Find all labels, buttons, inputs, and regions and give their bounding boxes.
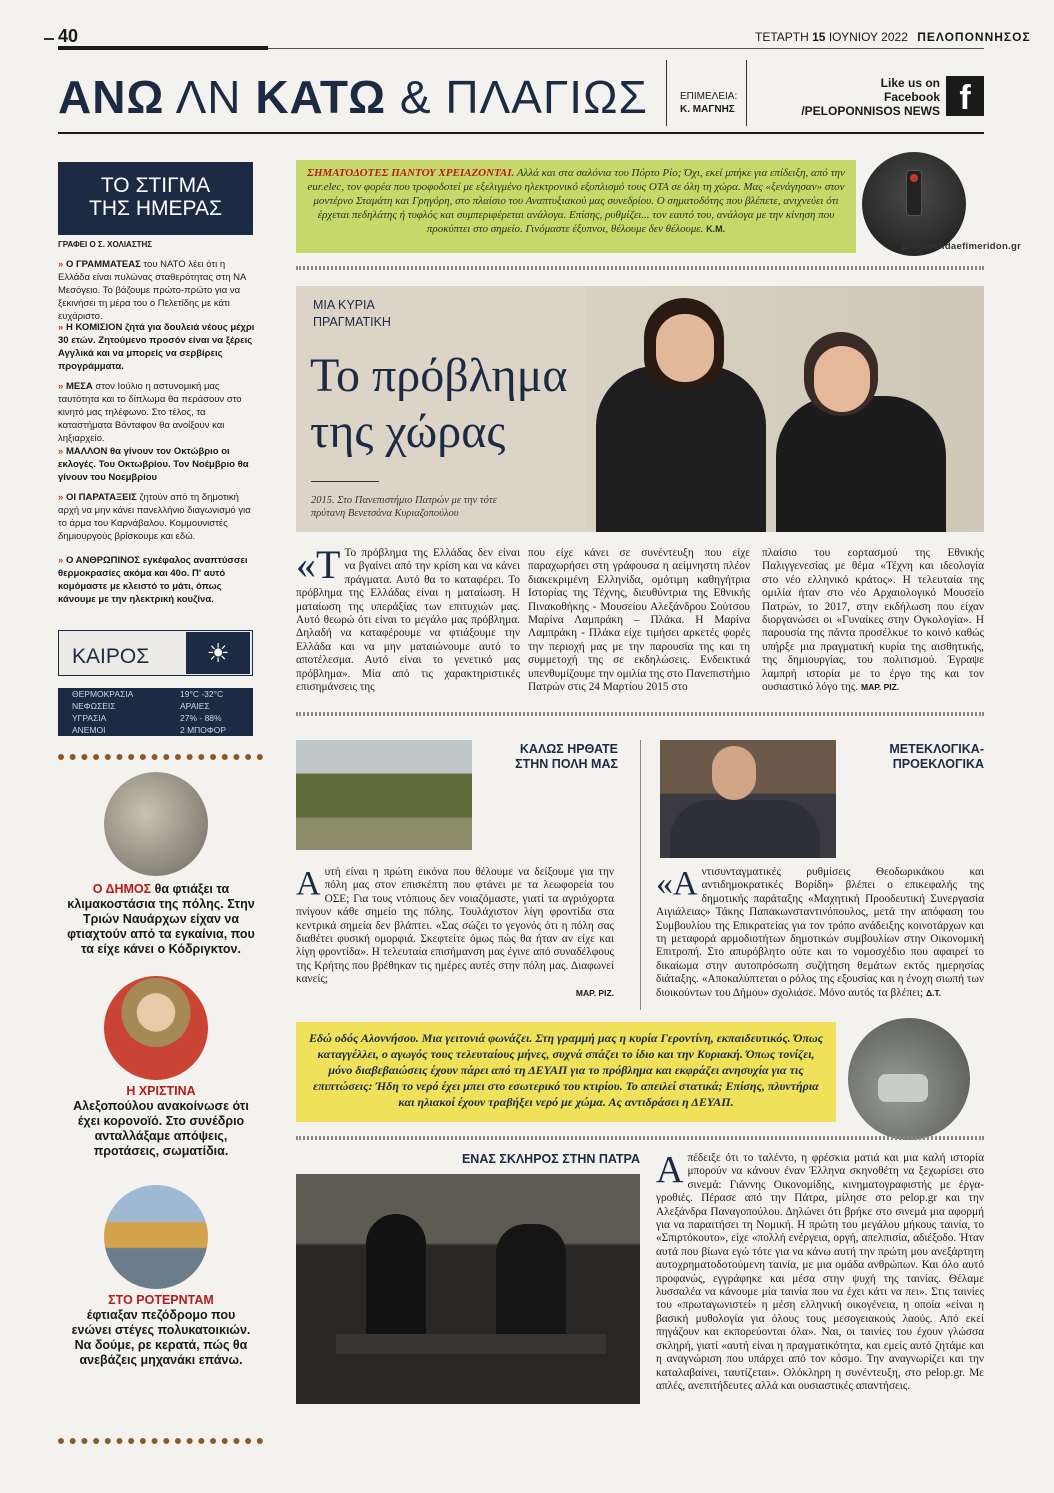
- stigma-bullet: » Η ΚΟΜΙΣΙΟΝ ζητά για δουλειά νέους μέχρι 30 ετών. Ζητούμενο προσόν είναι να ξέρεις Αγγλικά και να μπορείς να σερβίρεις προγράμματα.: [58, 322, 255, 372]
- sklhros-body: Απέδειξε ότι το ταλέντο, η φρέσκια ματιά και μια καλή ιστορία μπορούν να κάνουν έναν Έλληνα σκηνοθέτη να ξεχωρίσει στο σινεμά: Γιάννης Οικονομίδης, κινηματογραφιστής με έργα- γροθιές. Πέρασε από την Πάτρα, μίλησε στο pelop.gr και την Αλεξάνδρα Παναγοπούλου. Δηλώνει ότι βρήκε στο σινεμά μια αφορμή για να παραιτήσει τη Νομική. Η πρώτη του μεγάλου μήκους ταινία, το «Σπιρτόκουτο», είχε «πολλή ενέργεια, οργή, απελπισία, αδιέξοδο. Ήταν αυτά που βίωνα εγώ τότε για να κάνω αυτή την πρώτη μου ανεξάρτητη αυτοχρηματοδοτούμενη ταινία, με μια ομάδα ανθρώπων. Και όλο αυτό προφανώς, εγγράφηκε και μέσα στην ψυχή της ταινίας. Θέλαμε λυσσαλέα να κάνουμε μία ταινία που να έχει κάτι να πει». Στις ταινίες του «πρωταγωνιστεί» η μέση ελληνική οικογένεια, η οποία «είναι η βασική μυθολογία για όλους τους μεσογειακούς λαούς. Από εκεί πηγάζουν και εκπορεύονται όλα». Ναι, οι ταινίες του έχουν γλώσσα σκληρή, γιατί «αυτή είναι η πραγματικότητα, και εμείς αυτό ζητάμε και η αναγνώριση που υπάρχει από τον κόσμο. Την αναγνωρίζει και την καταλαβαίνει, ταυτίζεται». Ολόκληρη η συνέντευξη, στο pelop.gr. Με απλές, ανεπιτήδευτες αλλά και ουσιαστικές απαντήσεις.: [656, 1149, 984, 1392]
- arrow-icon: »: [58, 555, 64, 566]
- stigma-bullet: » ΟΙ ΠΑΡΑΤΑΞΕΙΣ ζητούν από τη δημοτική αρχή να μην κάνει πανελλήνιο διαγωνισμό για το άρμα του Καρνάβαλου. Κομμουνιστές δημιουργούς βρίσκουμε και εδώ.: [58, 492, 251, 542]
- feature-col-1: «Τ Το πρόβλημα της Ελλάδας δεν είναι να βγαίνει από την κρίση και να κάνει πράγματα. Αυτό θα το καταφέρει. Το πρόβλημα της Ελλάδας είναι η ματαίωση. Η ματαίωση της υπεράξίας των επιτυχιών μας. Αυτό θεωρώ ότι είναι το μεγάλο μας πρόβλημα. Δηλαδή να καταφέρουμε να φτιάξουμε την Ελλάδα και να μην ματαιώνουμε αυτό το αποτέλεσμα. Αυτό είναι το γενετικό μας πρόβλημα». Μία από τις χαρακτηριστικές επισημάνσεις της: [296, 542, 520, 694]
- stigma-bullet: » Ο ΑΝΘΡΩΠΙΝΟΣ εγκέφαλος αναπτύσσει θερμοκρασίες ακόμα και 40o. Π' αυτό κομόμαστε με κλειστό το μάτι, όπως κάνουμε με την ηλεκτρική κουζίνα.: [58, 555, 248, 605]
- traffic-light-banner: ΣΗΜΑΤΟΔΟΤΕΣ ΠΑΝΤΟΥ ΧΡΕΙΑΖΟΝΤΑΙ. Αλλά και στα σαλόνια του Πόρτο Ρίο; Όχι, εκεί μπήκε για επίδειξη, από την eur.elec, τον φορέα που τροφοδοτεί με εξελιγμένο ηλεκτρονικό εξοπλισμό τους ΟΤΑ σε όλη τη χώρα. Μας «ξενάγησαν» στον μοντέρνο Σταμάτη και Γρηγόρη, στο πλαίσιο του Αναπτυξιακού μας συνεδρίου. Ο σηματοδότης που βλέπετε, ανιχνεύει ότι έρχεται πεδηλάτης ή τυφλός και συμπεριφέρεται ανάλογα. Επίσης, ρυθμίζει... τον εαυτό του, ανάλογα με την κίνηση που προκύπτει στο σημείο. Γινόμαστε έξυπνοι, θέλουμε δεν θέλουμε. Κ.Μ.: [296, 160, 856, 253]
- elections-heading: ΜΕΤΕΚΛΟΓΙΚΑ- ΠΡΟΕΚΛΟΓΙΚΑ: [889, 742, 984, 771]
- facebook-promo[interactable]: Like us on Facebook /PELOPONNISOS NEWS: [801, 76, 940, 118]
- left-item-text: Ο ΔΗΜΟΣ θα φτιάξει τα κλιμακοστάσια της πόλης. Στην Τριών Ναυάρχων είχαν να φτιαχτούν από τα εγκαίνια, που τα είχε κάνει ο Κόδριγκτον.: [67, 882, 255, 956]
- rooftop-photo: [104, 1185, 208, 1289]
- welcome-heading: ΚΑΛΩΣ ΗΡΘΑΤΕ ΣΤΗΝ ΠΟΛΗ ΜΑΣ: [515, 742, 618, 771]
- feature-title: Το πρόβλημα της χώρας: [310, 349, 568, 458]
- weather-row: ΥΓΡΑΣΙΑ 27% - 88%: [58, 712, 253, 724]
- watermark: protoselidaefimeridon.gr: [902, 241, 1022, 252]
- arrow-icon: »: [58, 446, 64, 457]
- welcome-body: Αυτή είναι η πρώτη εικόνα που θέλουμε να δείξουμε για την πόλη μας στον επισκέπτη που φτάνει με τα λεωφορεία του ΟΣΕ; Για τους ντόπιους δεν νοιαζόμαστε, γιατί τα αγριόχορτα πνίγουν κάθε σημείο της πόλης. Τουλάχιστον λίγη φροντίδα στα κεντρικά σημεία δεν βλάπτει. «Σας σώζει το γεγονός ότι η πόλη σας διαθέτει φυσική ομορφιά. Σκεφτείτε όμως πώς θα ήταν αν είχε και λίγη φροντίδα». Η τελευταία επισήμανση μας έγινε από συναδέλφους της Κρήτης που βρέθηκαν τις ημέρες αυτές στην πόλη μας. Διαφωνεί κανείς; ΜΑΡ. ΡΙΖ.: [296, 865, 614, 998]
- header-bottom-line: [58, 132, 984, 134]
- stigma-header: ΤΟ ΣΤΙΓΜΑ ΤΗΣ ΗΜΕΡΑΣ: [58, 162, 253, 235]
- title-underline: [311, 481, 379, 482]
- stigma-bullet: » ΜΕΣΑ στον Ιούλιο η αστυνομική μας ταυτότητα και το δίπλωμα θα περάσουν στο κινητό μας τηλέφωνο. Στο τέλος, τα καταστήματα Βόνταφον θα ανοίξουν και ληξιαρχείο.: [58, 381, 242, 444]
- overgrown-station-photo: [296, 740, 472, 850]
- flooded-street-photo: [848, 1018, 970, 1140]
- header-divider: [666, 60, 667, 126]
- arrow-icon: »: [58, 322, 64, 333]
- quote-drop: «Τ: [296, 542, 341, 587]
- film-still-photo: [296, 1174, 640, 1404]
- arrow-icon: »: [58, 259, 64, 270]
- sun-cloud-icon: ☀: [186, 632, 250, 674]
- arrow-icon: »: [58, 492, 64, 503]
- column-divider: [640, 740, 641, 1010]
- stigma-bullet: » Ο ΓΡΑΜΜΑΤΕΑΣ του ΝΑΤΟ λέει ότι η Ελλάδα είναι πυλώνας σταθερότητας στη ΝΑ Μεσόγειο. Το βάζουμε πρώτο-πρώτο για να ξεκινήσει τη μέρα του ο Πελετίδης με κάτι ευχάριστο.: [58, 259, 246, 322]
- divider: [296, 266, 984, 270]
- arrow-icon: »: [58, 381, 64, 392]
- weather-label: ΚΑΙΡΟΣ: [72, 645, 150, 668]
- weather-row: ΝΕΦΩΣΕΙΣ ΑΡΑΙΕΣ: [58, 700, 253, 712]
- divider: [296, 1136, 984, 1140]
- photo-caption: 2015. Στο Πανεπιστήμιο Πατρών με την τότε πρύτανη Βενετσάνα Κυριαζοπούλου: [311, 495, 497, 519]
- weather-row: ΘΕΡΜΟΚΡΑΣΙΑ 19°C -32°C: [58, 688, 253, 700]
- divider: [296, 712, 984, 716]
- politician-photo: [660, 740, 836, 858]
- facebook-icon[interactable]: f: [946, 76, 984, 116]
- feature-col-3: πλαίσιο του εορτασμού της Εθνικής Παλιγγενεσίας με θέμα «Τέχνη και ιδεολογία στο νέο ελληνικό κράτος». Η τελευταία της ομιλία ήταν στο νέο Αρχαιολογικό Μουσείο Πατρών, το 2017, στην εκδήλωση που είχαν διοργανώσει οι «Γυναίκες στην Ογκολογία». Η παρουσία της πάντα προσέλκυε το κοινό καθώς υπήρξε μια πραγματική κυρία της αισθητικής, της δημιουργίας, του πολιτισμού. Έγραψε λαμπρή ιστορία με το έργο της και τον ουσιαστικό λόγο της. ΜΑΡ. ΡΙΖ.: [762, 547, 984, 694]
- page-corner-mark: [44, 38, 54, 40]
- header-rule: [58, 46, 268, 50]
- editor-credit: ΕΠΙΜΕΛΕΙΑ: Κ. ΜΑΓΝΗΣ: [680, 91, 738, 115]
- header-top-line: [268, 48, 984, 49]
- stigma-bullet: » ΜΑΛΛΟΝ θα γίνουν τον Οκτώβριο οι εκλογές. Του Οκτωβρίου. Τον Νοέμβριο θα γίνουν του Νοεμβρίου: [58, 446, 249, 483]
- header-divider-2: [746, 60, 747, 126]
- feature-kicker: ΜΙΑ ΚΥΡΙΑ ΠΡΑΓΜΑΤΙΚΗ: [313, 298, 391, 329]
- stairs-photo: [104, 772, 208, 876]
- portrait-photo: [104, 976, 208, 1080]
- weather-row: ΑΝΕΜΟΙ 2 ΜΠΟΦΟΡ: [58, 724, 253, 736]
- issue-date: ΤΕΤΑΡΤΗ 15 ΙΟΥΝΙΟΥ 2022 ΠΕΛΟΠΟΝΝΗΣΟΣ: [755, 30, 1031, 44]
- section-title: ΑΝΩ ΛΝ ΚΑΤΩ & ΠΛΑΓΙΩΣ: [58, 71, 648, 123]
- page-number: 40: [58, 26, 79, 46]
- left-item-text: ΣΤΟ ΡΟΤΕΡΝΤΑΜ έφτιαξαν πεζόδρομο που ενώνει στέγες πολυκατοικιών. Να δούμε, ρε κερατά, πώς θα ανεβάζεις μηχανάκι επάνω.: [71, 1293, 251, 1367]
- sklhros-heading: ΕΝΑΣ ΣΚΛΗΡΟΣ ΣΤΗΝ ΠΑΤΡΑ: [461, 1152, 640, 1166]
- feature-col-2: που είχε κάνει σε συνέντευξη που είχε παραχωρήσει στη γράφουσα η αείμνηστη πλέον διακεκριμένη Ελληνίδα, ομότιμη καθηγήτρια Ιστορίας της Τέχνης, διευθύντρια της Εθνικής Πινακοθήκης - Μουσείου Αλεξάνδρου Σούτσου Μαρίνα Λαμπράκη – Πλάκα. Η Μαρίνα Λαμπράκη - Πλάκα είχε τιμήσει αρκετές φορές την περιοχή μας με την παρουσία της και τη συμμετοχή της σε εκδηλώσεις. Ενδεικτικά υπενθυμίζουμε την ομιλία της στο Πανεπιστήμιο Πατρών στις 24 Μαρτίου 2015 στο: [528, 547, 750, 694]
- elections-body: «Αντισυνταγματικές ρυθμίσεις Θεοδωρικάκου και αντιδημοκρατικές Βορίδη» βλέπει ο επικεφαλής της δημοτικής παράταξης «Μαχητική Προοδευτική Συνεργασία Αιγιάλειας» Τάκης Παπακωνσταντινόπουλος, μετά την απόφαση του Συμβουλίου της Επικρατείας για τον τρόπο ανάδειξης κοινοτάρχων και τη μεταφορά αρμοδιοτήτων δημοτικών συμβουλίων στην Οικονομική Επιτροπή. Στο απυρόβλητο ούτε και το νομοσχέδιο που αφαιρεί το δικαίωμα στην αυτοπρόσωπη συζήτηση θεμάτων εκτός ημερησίας διάταξης. «Αποκαλύπτεται ο ρόλος της εξουσίας και η ένοχη σιωπή των διοικούντων του Δήμου» σχολιάσε. Μόνο αυτός τα βλέπει; Δ.Τ.: [656, 865, 984, 999]
- alonnisou-complaint: Εδώ οδός Αλοννήσου. Μια γειτονιά φωνάζει. Στη γραμμή μας η κυρία Γεροντίνη, εκπαιδευτικός. Όπως καταγγέλλει, ο αγωγός τους τελευταίους μήνες, συχνά σπάζει το ίδιο και την Κυριακή. Όπως τονίζει, μόνο διαβεβαιώσεις έχουν πάρει από τη ΔΕΥΑΠ για το πρόβλημα και εκφράζει ανησυχία για τις επιπτώσεις: Ήδη το νερό έχει μπει στο εσωτερικό του κτιρίου. Το απειλεί στατικά; Επίσης, πλυντήρια και ηλιακοί έχουν τραβήξει νερό με χώμα. Ας αντιδράσει η ΔΕΥΑΠ.: [296, 1022, 836, 1122]
- stigma-byline: ΓΡΑΦΕΙ Ο Σ. ΧΟΛΙΑΣΤΗΣ: [58, 240, 153, 249]
- paper-name: ΠΕΛΟΠΟΝΝΗΣΟΣ: [917, 30, 1031, 44]
- left-item-text: Η ΧΡΙΣΤΙΝΑ Αλεξοπούλου ανακοίνωσε ότι έχει κορονοϊό. Στο συνέδριο ανταλλάξαμε απόψεις, προτάσεις, σωματίδια.: [73, 1084, 249, 1158]
